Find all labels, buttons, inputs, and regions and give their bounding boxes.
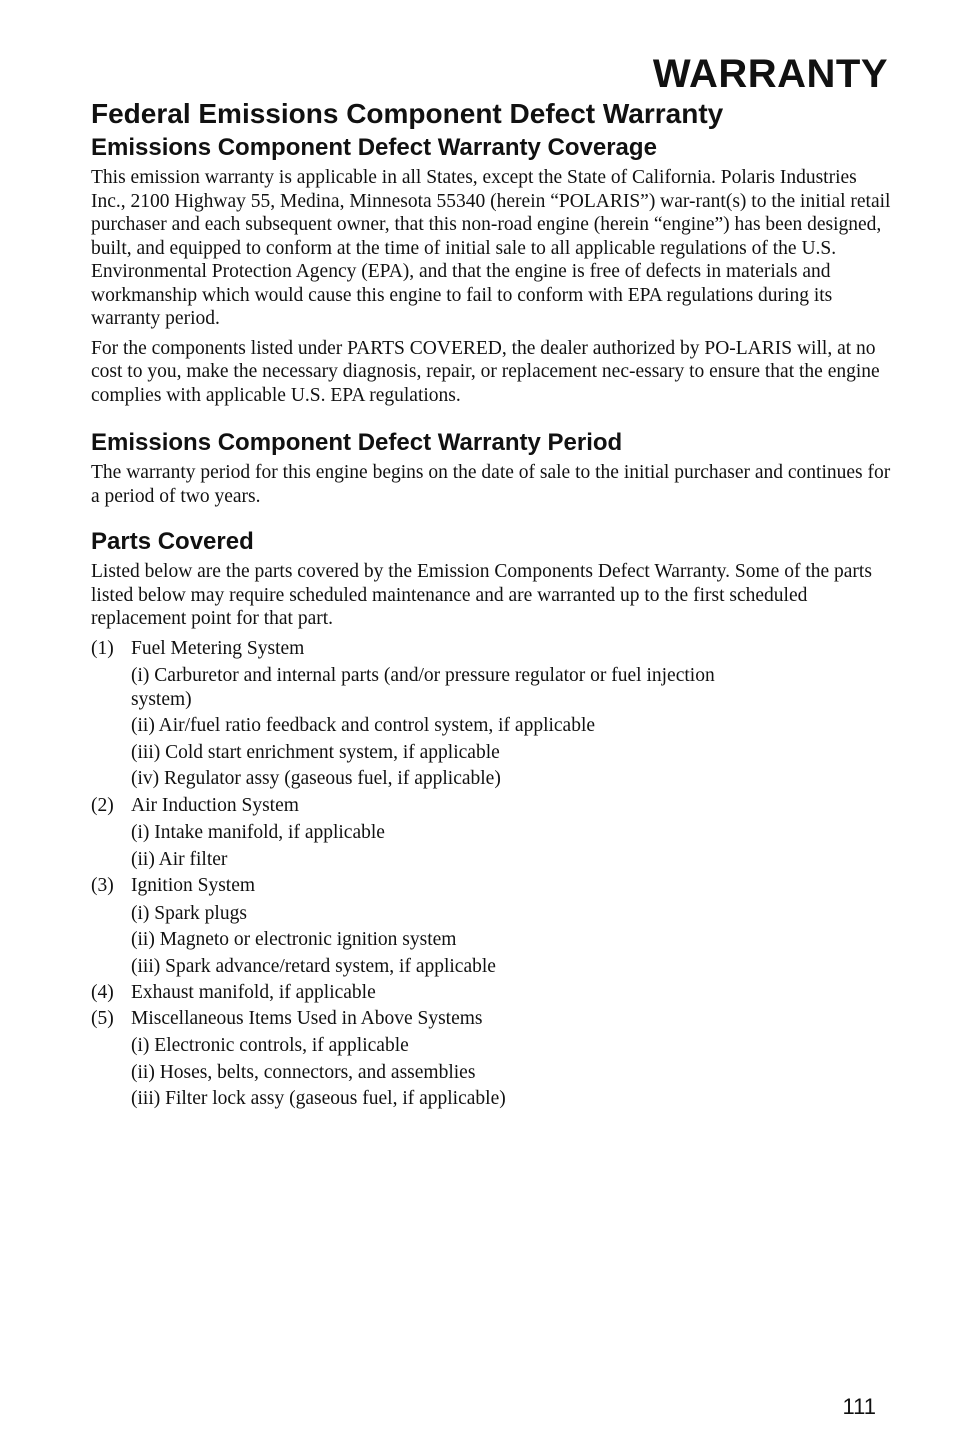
item-number: (5) — [91, 1007, 114, 1029]
parts-heading: Parts Covered — [91, 528, 254, 555]
item-label: Fuel Metering System — [131, 637, 305, 659]
sub-item: (ii) Air/fuel ratio feedback and control system, if applicable — [131, 715, 596, 736]
sub-item: (ii) Hoses, belts, connectors, and assemblies — [131, 1061, 476, 1083]
page-title: WARRANTY — [652, 52, 888, 96]
sub-item: (i) Intake manifold, if applicable — [131, 822, 385, 843]
item-label: Miscellaneous Items Used in Above Systems — [131, 1007, 483, 1029]
coverage-heading: Emissions Component Defect Warranty Coverage — [91, 134, 657, 161]
parts-section — [91, 528, 891, 1111]
sub-list — [131, 1034, 891, 1111]
coverage-section — [91, 134, 891, 407]
page-content — [91, 134, 891, 1114]
item-number: (4) — [91, 982, 114, 1003]
sub-item: (i) Carburetor and internal parts (and/or pressure regulator or fuel injection system) — [131, 665, 715, 710]
parts-list — [91, 637, 891, 1111]
section-title: Federal Emissions Component Defect Warranty — [91, 98, 724, 129]
sub-item: (i) Electronic controls, if applicable — [131, 1035, 409, 1056]
parts-list-item — [91, 981, 891, 1005]
item-number: (1) — [91, 637, 114, 659]
parts-intro: Listed below are the parts covered by the Emission Components Defect Warranty. Some of the parts listed below may require scheduled maintenance and are warranted up to the first scheduled replacement point for that part. — [91, 561, 872, 629]
sub-item: (i) Spark plugs — [131, 902, 247, 924]
period-heading: Emissions Component Defect Warranty Period — [91, 429, 623, 456]
coverage-paragraph-1: This emission warranty is applicable in all States, except the State of California. Polaris Industries Inc., 2100 Highway 55, Medina, Minnesota 55340 (herein “POLARIS”) war-rant(s) to the initial retail purchaser and each subsequent owner, that this non-road engine (herein “engine”) has been designed, built, and equipped to conform at the time of initial sale to all applicable regulations of the U.S. Environmental Protection Agency (EPA), and that the engine is free of defects in materials and workmanship which would cause this engine to fail to conform with EPA regulations during its warranty period. — [91, 167, 891, 329]
parts-list-item — [91, 794, 891, 872]
parts-list-item — [91, 637, 891, 791]
sub-item: (ii) Air filter — [131, 848, 228, 870]
sub-item: (iii) Cold start enrichment system, if applicable — [131, 741, 500, 763]
sub-list — [131, 664, 891, 791]
period-section — [91, 429, 891, 508]
item-label: Exhaust manifold, if applicable — [131, 982, 376, 1003]
period-paragraph: The warranty period for this engine begins on the date of sale to the initial purchaser and continues for a period of two years. — [91, 462, 891, 507]
sub-list — [131, 902, 891, 979]
item-label: Air Induction System — [131, 794, 299, 816]
parts-list-item — [91, 874, 891, 978]
item-number: (3) — [91, 875, 114, 896]
item-label: Ignition System — [131, 875, 256, 896]
page-number: 111 — [842, 1394, 876, 1419]
sub-item: (iv) Regulator assy (gaseous fuel, if applicable) — [131, 768, 501, 789]
sub-item: (iii) Filter lock assy (gaseous fuel, if applicable) — [131, 1088, 506, 1109]
parts-list-item — [91, 1007, 891, 1111]
coverage-paragraph-2: For the components listed under PARTS COVERED, the dealer authorized by PO-LARIS will, at no cost to you, make the necessary diagnosis, repair, or replacement nec-essary to ensure that the engine complies with applicable U.S. EPA regulations. — [91, 337, 880, 406]
sub-list — [131, 821, 891, 871]
sub-item: (ii) Magneto or electronic ignition system — [131, 929, 457, 950]
item-number: (2) — [91, 794, 114, 816]
sub-item: (iii) Spark advance/retard system, if applicable — [131, 955, 496, 977]
